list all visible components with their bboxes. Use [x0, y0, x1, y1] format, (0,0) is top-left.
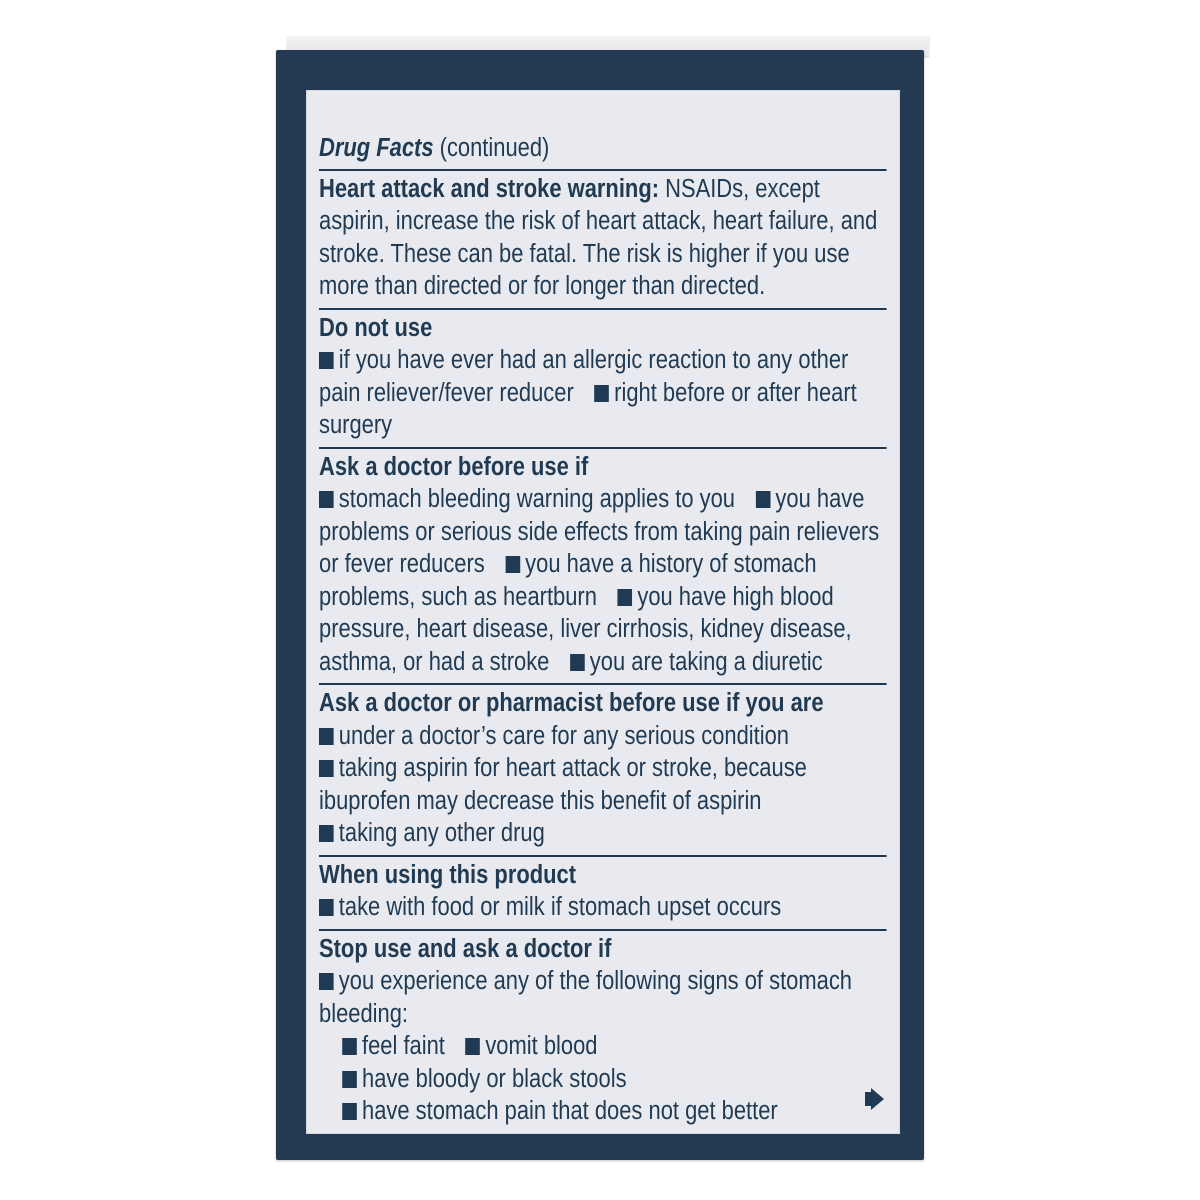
heart-warning-body: NSAIDs, except aspirin, increase the risk of heart attack, heart failure, and stroke. These can be fatal. The risk is higher if you use more than directed or for longer than directed. — [319, 174, 878, 300]
list-item: taking aspirin for heart attack or stroke, because ibuprofen may decrease this benefit of aspirin — [319, 754, 807, 815]
square-bullet-icon — [319, 728, 334, 745]
ask-pharmacist-section — [319, 685, 887, 855]
square-bullet-icon — [319, 825, 334, 842]
square-bullet-icon — [319, 973, 334, 990]
list-item: have bloody or black stools — [319, 1063, 887, 1096]
list-item: taking any other drug — [319, 817, 887, 850]
drug-facts-label — [319, 132, 887, 1133]
ask-pharmacist-heading: Ask a doctor or pharmacist before use if you are — [319, 689, 824, 717]
square-bullet-icon — [618, 589, 633, 606]
product-box — [276, 50, 924, 1160]
square-bullet-icon — [756, 491, 771, 508]
list-item: you have problems or serious side effects from taking pain relievers or fever reducers — [319, 485, 880, 578]
list-item: if you have ever had an allergic reaction to any other pain reliever/fever reducer — [319, 346, 849, 407]
stop-use-section — [319, 931, 887, 1133]
list-item: have stomach pain that does not get better — [319, 1095, 887, 1128]
square-bullet-icon — [342, 1071, 357, 1088]
list-item: you are taking a diuretic — [589, 647, 823, 676]
do-not-use-section — [319, 310, 887, 447]
heart-warning-text — [319, 173, 887, 303]
heart-warning-section — [319, 171, 887, 308]
list-item: right before or after heart surgery — [319, 378, 857, 439]
ask-doctor-heading: Ask a doctor before use if — [319, 452, 589, 481]
square-bullet-icon — [505, 556, 520, 573]
square-bullet-icon — [594, 385, 609, 402]
when-using-heading: When using this product — [319, 860, 577, 889]
list-item: you have a history of stomach problems, such as heartburn — [319, 550, 817, 611]
square-bullet-icon — [342, 1038, 357, 1055]
square-bullet-icon — [319, 352, 334, 369]
do-not-use-heading: Do not use — [319, 313, 433, 342]
list-item: feel faint vomit blood — [319, 1030, 887, 1063]
list-item: you have high blood pressure, heart disease, liver cirrhosis, kidney disease, asthma, or had a stroke — [319, 582, 852, 676]
do-not-use-list — [319, 344, 887, 442]
square-bullet-icon — [570, 654, 585, 671]
square-bullet-icon — [342, 1103, 357, 1120]
list-item: under a doctor’s care for any serious condition — [319, 720, 887, 753]
square-bullet-icon — [319, 491, 334, 508]
when-using-section — [319, 857, 887, 929]
arrow-right-icon — [871, 1088, 884, 1110]
drug-facts-title — [319, 132, 887, 169]
stop-use-heading: Stop use and ask a doctor if — [319, 934, 612, 963]
square-bullet-icon — [319, 760, 334, 777]
heart-warning-heading: Heart attack and stroke warning: — [319, 174, 660, 203]
ask-doctor-section — [319, 449, 887, 684]
list-item: take with food or milk if stomach upset occurs — [319, 891, 887, 924]
ask-doctor-list — [319, 483, 887, 678]
drug-facts-title-suffix: (continued) — [433, 134, 550, 162]
stop-use-intro: you experience any of the following signs of stomach bleeding: — [319, 967, 852, 1028]
drug-facts-title-main: Drug Facts — [319, 134, 434, 162]
square-bullet-icon — [319, 899, 334, 916]
square-bullet-icon — [466, 1038, 481, 1055]
drug-facts-panel — [306, 90, 900, 1134]
list-item: stomach bleeding warning applies to you — [338, 485, 735, 513]
